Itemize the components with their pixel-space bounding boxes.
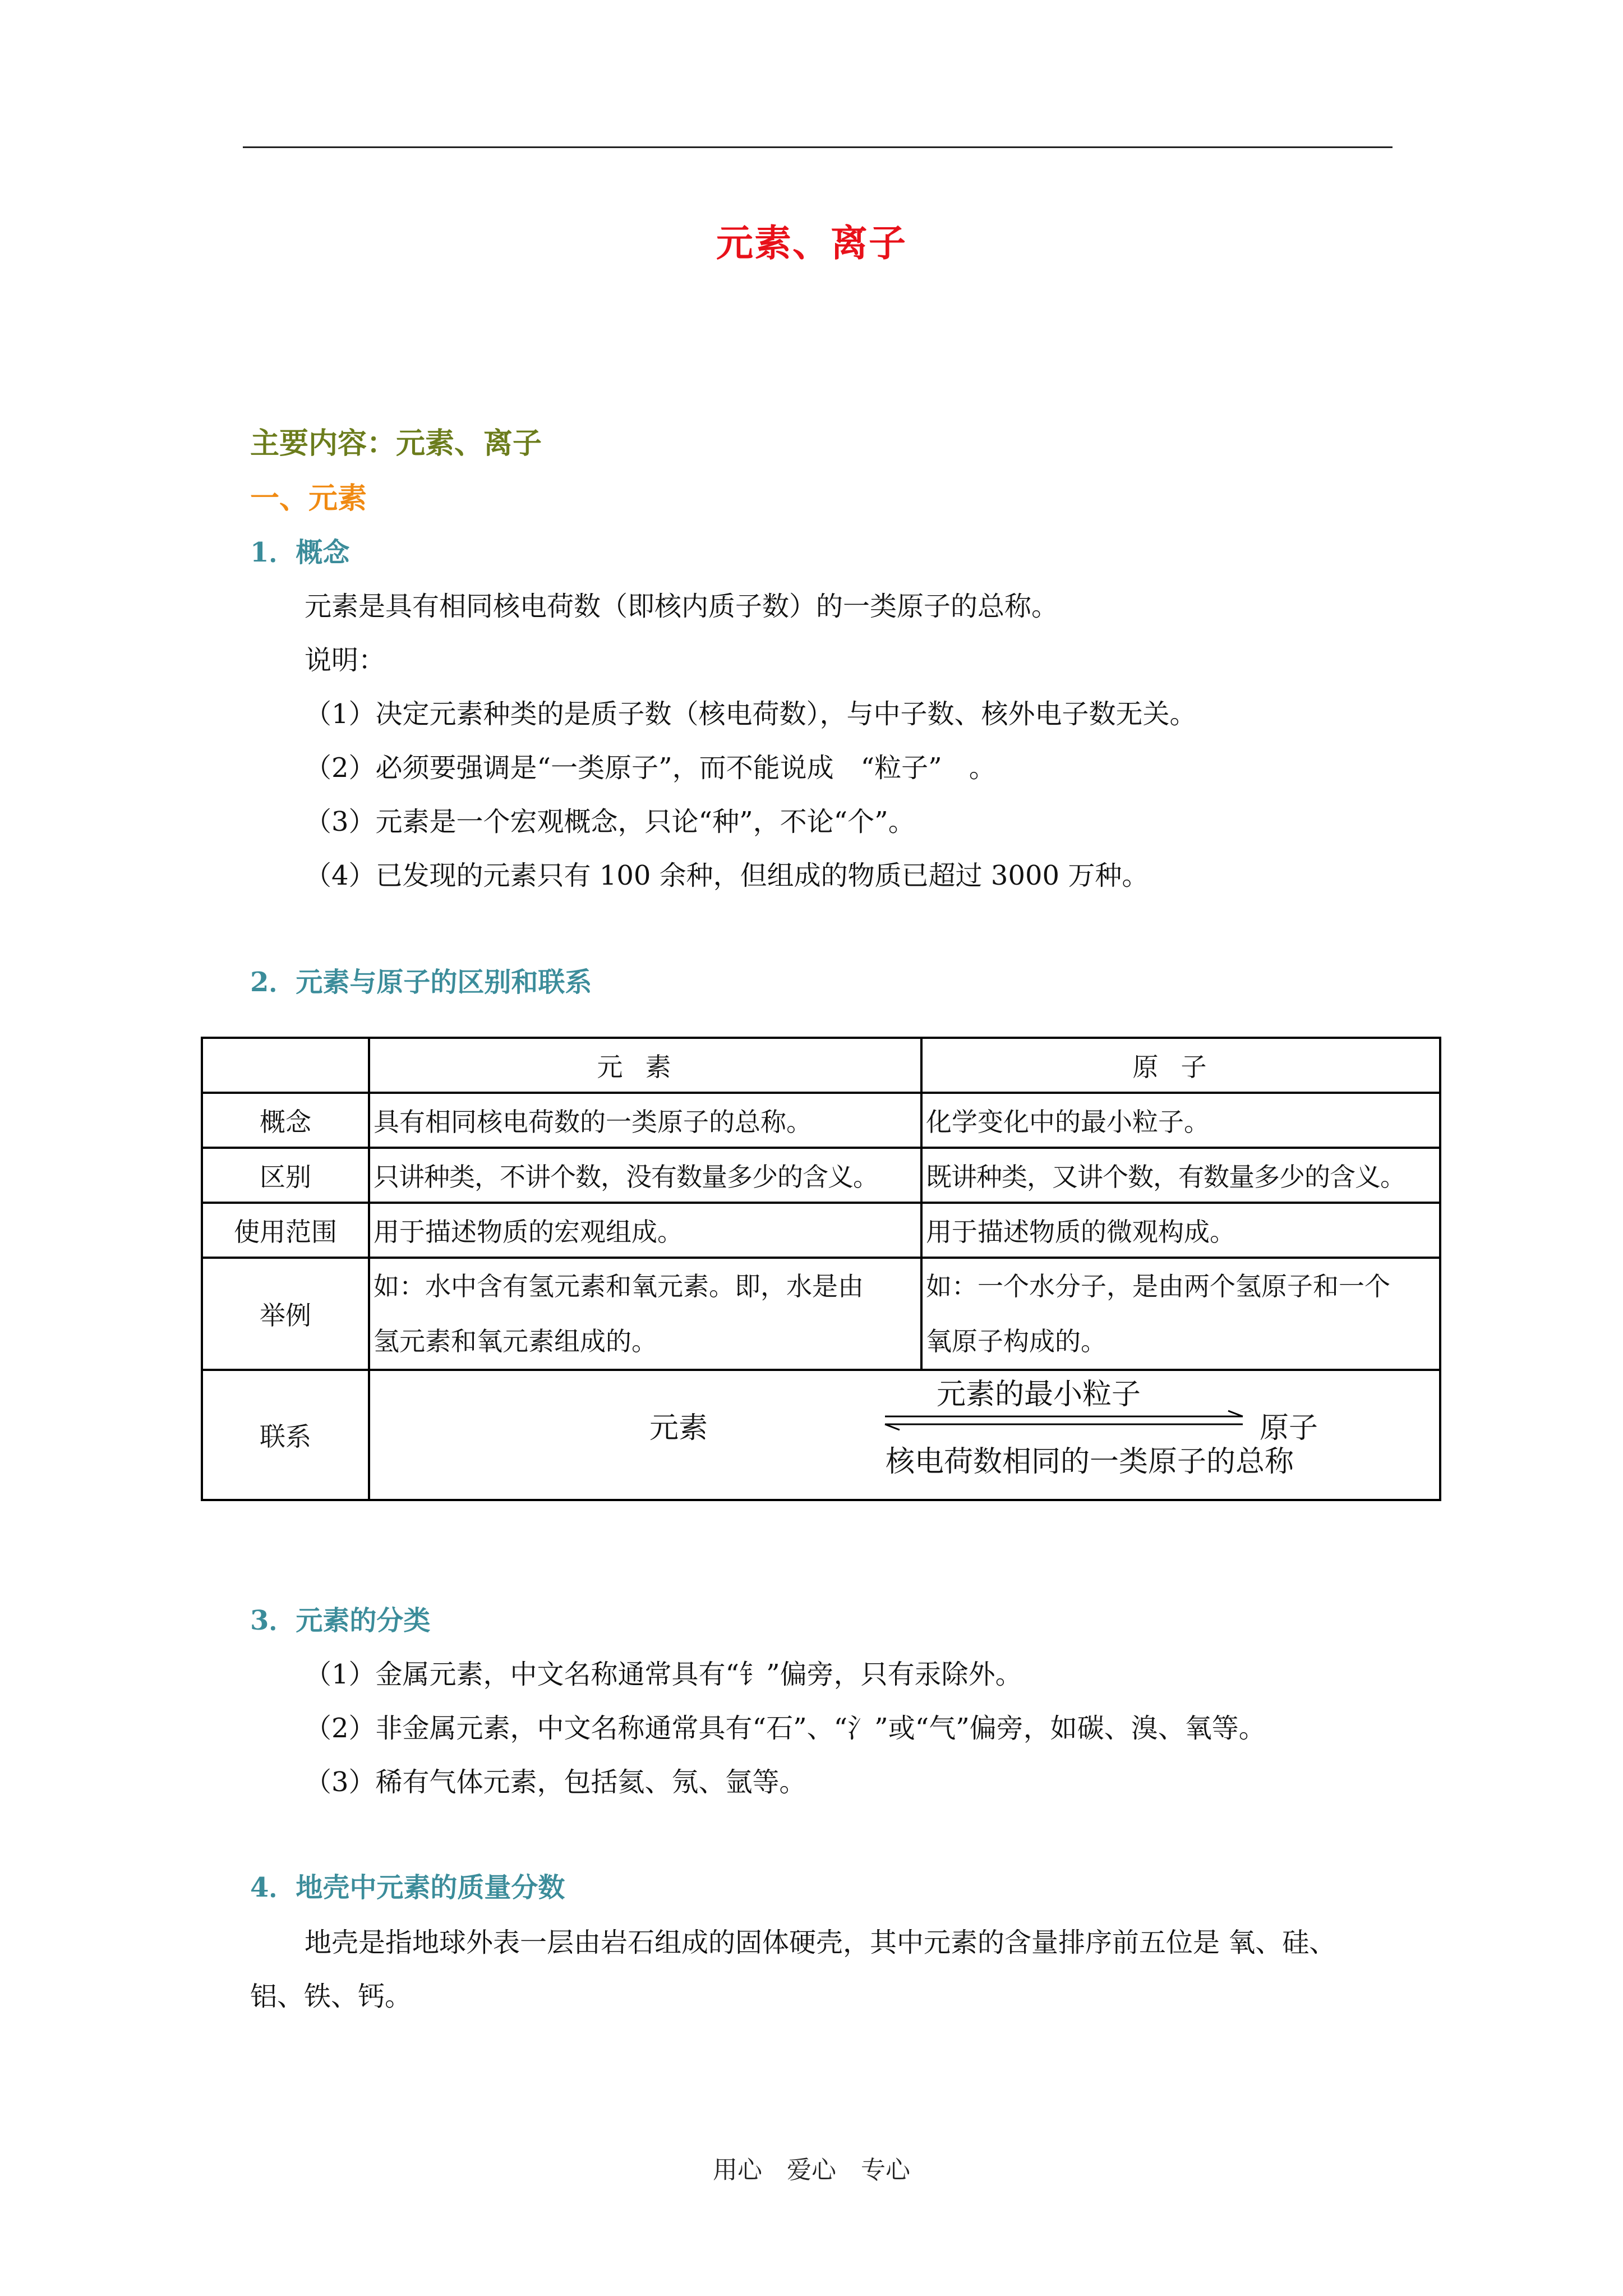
cell-line: 氧原子构成的。 (926, 1326, 1106, 1356)
table-corner-cell (202, 1038, 369, 1093)
table-cell (921, 1258, 1440, 1370)
table-row (202, 1148, 1440, 1203)
page-title: 元素、离子 (716, 221, 907, 265)
main-content-heading: 主要内容：元素、离子 (250, 426, 542, 461)
element-atom-table (201, 1037, 1441, 1501)
relation-cell (369, 1370, 1440, 1500)
element-definition: 元素是具有相同核电荷数（即核内质子数）的一类原子的总称。 (305, 591, 1059, 622)
cell-line: 如：一个水分子，是由两个氢原子和一个 (926, 1271, 1390, 1301)
row-label: 联系 (202, 1370, 369, 1500)
relation-top-text: 元素的最小粒子 (937, 1378, 1141, 1411)
relation-bottom-text: 核电荷数相同的一类原子的总称 (886, 1445, 1294, 1479)
column-header-element: 元素 (369, 1038, 921, 1093)
table-cell: 用于描述物质的微观构成。 (921, 1203, 1440, 1258)
table-row (202, 1093, 1440, 1148)
classification-item: （3）稀有气体元素，包括氦、氖、氩等。 (305, 1766, 806, 1798)
table-cell: 既讲种类，又讲个数，有数量多少的含义。 (921, 1148, 1440, 1203)
section-heading-elements: 一、元素 (250, 481, 367, 516)
cell-line: 氢元素和氧元素组成的。 (374, 1326, 657, 1356)
row-label: 区别 (202, 1148, 369, 1203)
cell-line: 如：水中含有氢元素和氧元素。即，水是由 (374, 1271, 864, 1301)
crust-paragraph-line: 地壳是指地球外表一层由岩石组成的固体硬壳，其中元素的含量排序前五位是 氧、硅、 (305, 1927, 1336, 1958)
note-item: （4）已发现的元素只有 100 余种，但组成的物质已超过 3000 万种。 (305, 860, 1149, 891)
row-label: 概念 (202, 1093, 369, 1148)
table-header-row (202, 1038, 1440, 1093)
classification-item: （2）非金属元素，中文名称通常具有“石”、“氵”或“气”偏旁，如碳、溴、氧等。 (305, 1713, 1266, 1744)
row-label: 举例 (202, 1258, 369, 1370)
note-item: （2）必须要强调是“一类原子”，而不能说成 “粒子” 。 (305, 752, 996, 784)
note-item: （3）元素是一个宏观概念，只论“种”，不论“个”。 (305, 806, 915, 838)
page-footer: 用心 爱心 专心 (713, 2156, 910, 2184)
table-cell: 只讲种类，不讲个数，没有数量多少的含义。 (369, 1148, 921, 1203)
table-cell: 用于描述物质的宏观组成。 (369, 1203, 921, 1258)
classification-heading: 3．元素的分类 (250, 1605, 431, 1636)
table-row (202, 1203, 1440, 1258)
row-label: 使用范围 (202, 1203, 369, 1258)
header-rule (243, 146, 1393, 148)
column-header-atom: 原子 (921, 1038, 1440, 1093)
comparison-heading: 2．元素与原子的区别和联系 (250, 967, 592, 998)
crust-paragraph-line: 铝、铁、钙。 (250, 1981, 412, 2012)
concept-heading: 1．概念 (250, 537, 350, 568)
relation-right-term: 原子 (1260, 1411, 1318, 1445)
relation-left-term: 元素 (649, 1411, 708, 1445)
table-cell (369, 1258, 921, 1370)
double-arrow-icon (370, 1372, 1439, 1498)
note-label: 说明： (305, 645, 386, 676)
table-row (202, 1258, 1440, 1370)
relation-row (202, 1370, 1440, 1500)
table-cell: 化学变化中的最小粒子。 (921, 1093, 1440, 1148)
relation-diagram (370, 1372, 1439, 1498)
classification-item: （1）金属元素，中文名称通常具有“钅”偏旁，只有汞除外。 (305, 1659, 1022, 1690)
crust-heading: 4．地壳中元素的质量分数 (250, 1872, 565, 1903)
note-item: （1）决定元素种类的是质子数（核电荷数），与中子数、核外电子数无关。 (305, 698, 1197, 730)
table-cell: 具有相同核电荷数的一类原子的总称。 (369, 1093, 921, 1148)
